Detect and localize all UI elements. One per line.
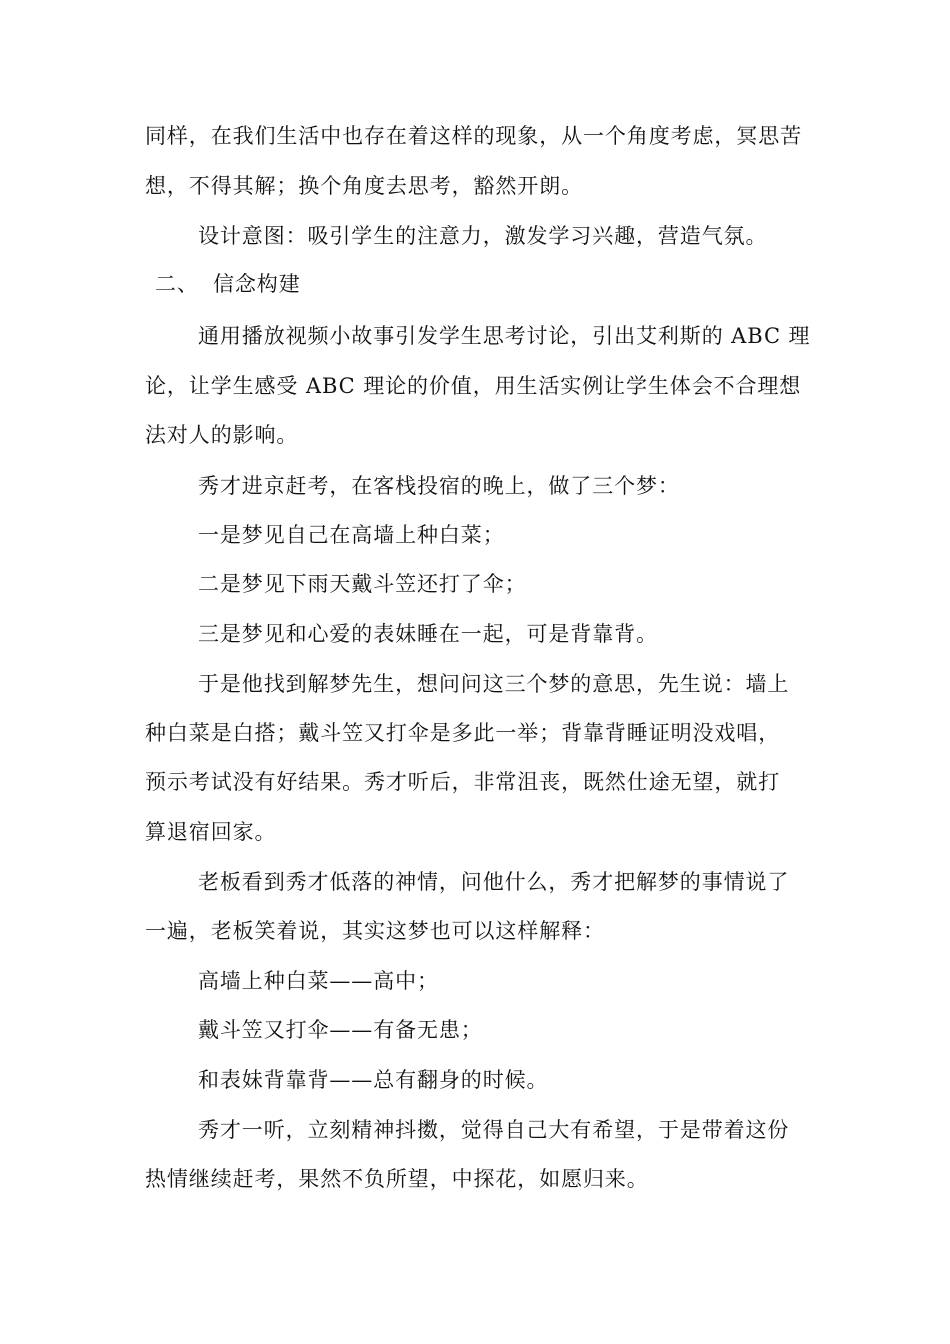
- paragraph-line: 秀才一听，立刻精神抖擞，觉得自己大有希望，于是带着这份: [198, 1118, 790, 1142]
- interpretation-item: 和表妹背靠背——总有翻身的时候。: [198, 1068, 549, 1092]
- paragraph-line: 老板看到秀才低落的神情，问他什么，秀才把解梦的事情说了: [198, 870, 790, 894]
- paragraph-line: 算退宿回家。: [145, 820, 277, 844]
- interpretation-item: 戴斗笠又打伞——有备无患；: [198, 1018, 483, 1042]
- paragraph-line: 于是他找到解梦先生，想问问这三个梦的意思，先生说：墙上: [198, 672, 790, 696]
- dream-item: 三是梦见和心爱的表妹睡在一起，可是背靠背。: [198, 622, 658, 646]
- dream-item: 二是梦见下雨天戴斗笠还打了伞；: [198, 572, 527, 596]
- paragraph-line: 预示考试没有好结果。秀才听后，非常沮丧，既然仕途无望，就打: [145, 770, 781, 794]
- paragraph-line: 通用播放视频小故事引发学生思考讨论，引出艾利斯的 ABC 理: [198, 324, 811, 348]
- paragraph-line: 想，不得其解；换个角度去思考，豁然开朗。: [145, 174, 583, 198]
- dream-item: 一是梦见自己在高墙上种白菜；: [198, 523, 505, 547]
- section-number: 二、: [155, 272, 199, 296]
- paragraph-line: 热情继续赶考，果然不负所望，中探花，如愿归来。: [145, 1167, 649, 1191]
- story-line: 秀才进京赶考，在客栈投宿的晚上，做了三个梦：: [198, 474, 680, 498]
- interpretation-item: 高墙上种白菜——高中；: [198, 969, 439, 993]
- paragraph-line: 种白菜是白搭；戴斗笠又打伞是多此一举；背靠背睡证明没戏唱，: [145, 721, 781, 745]
- paragraph-line: 同样，在我们生活中也存在着这样的现象，从一个角度考虑，冥思苦: [145, 124, 802, 148]
- paragraph-line: 法对人的影响。: [145, 423, 299, 447]
- paragraph-line: 一遍，老板笑着说，其实这梦也可以这样解释：: [145, 919, 605, 943]
- section-title: 信念构建: [213, 272, 301, 296]
- paragraph-line: 论，让学生感受 ABC 理论的价值，用生活实例让学生体会不合理想: [145, 374, 802, 398]
- design-intent-line: 设计意图：吸引学生的注意力，激发学习兴趣，营造气氛。: [198, 224, 768, 248]
- section-heading: [155, 270, 301, 298]
